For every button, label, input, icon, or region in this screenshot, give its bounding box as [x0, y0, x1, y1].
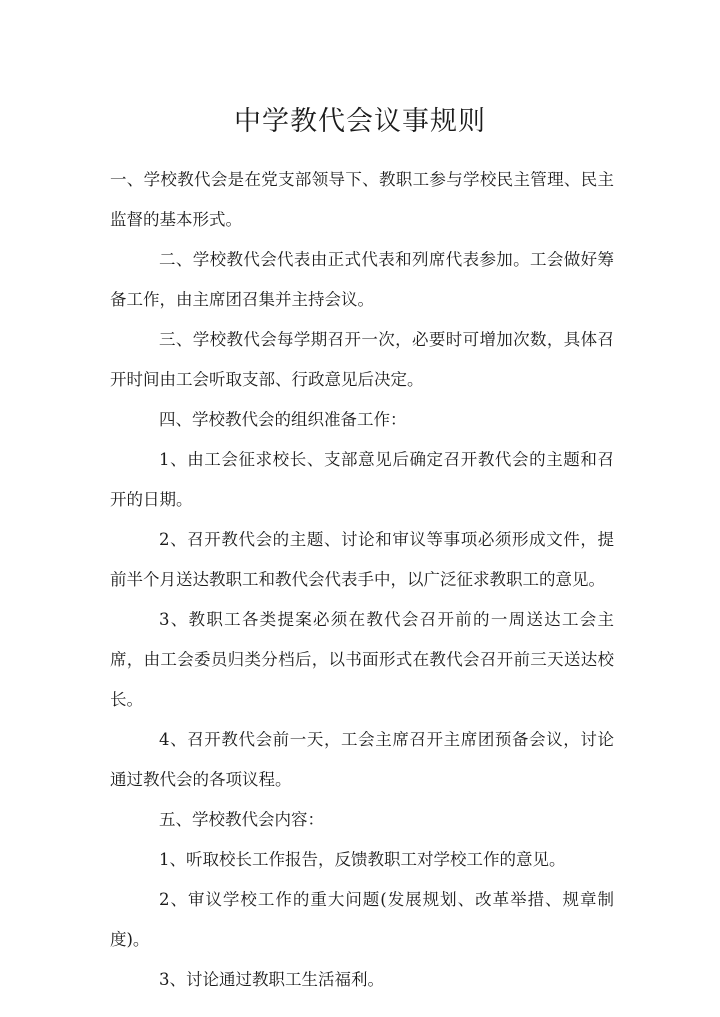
- paragraph: 2、审议学校工作的重大问题(发展规划、改革举措、规章制度)。: [110, 890, 614, 949]
- paragraph: 五、学校教代会内容：: [159, 810, 324, 829]
- paragraph: 2、召开教代会的主题、讨论和审议等事项必须形成文件，提前半个月送达教职工和教代会代表手中，以广泛征求教职工的意见。: [110, 530, 614, 589]
- paragraph: 二、学校教代会代表由正式代表和列席代表参加。工会做好筹备工作，由主席团召集并主持会议。: [110, 250, 614, 309]
- paragraph: 一、学校教代会是在党支部领导下、教职工参与学校民主管理、民主监督的基本形式。: [110, 170, 614, 229]
- paragraph: 3、教职工各类提案必须在教代会召开前的一周送达工会主席，由工会委员归类分档后，以书面形式在教代会召开前三天送达校长。: [110, 610, 614, 709]
- document-body: [110, 160, 614, 1000]
- paragraph: 4、召开教代会前一天，工会主席召开主席团预备会议，讨论通过教代会的各项议程。: [110, 730, 614, 789]
- paragraph: 1、由工会征求校长、支部意见后确定召开教代会的主题和召开的日期。: [110, 450, 614, 509]
- document-title: 中学教代会议事规则: [234, 106, 486, 137]
- paragraph: 三、学校教代会每学期召开一次，必要时可增加次数，具体召开时间由工会听取支部、行政意见后决定。: [110, 330, 614, 389]
- paragraph: 1、听取校长工作报告，反馈教职工对学校工作的意见。: [159, 850, 566, 869]
- paragraph: 四、学校教代会的组织准备工作：: [159, 410, 407, 429]
- paragraph: 3、讨论通过教职工生活福利。: [159, 970, 384, 989]
